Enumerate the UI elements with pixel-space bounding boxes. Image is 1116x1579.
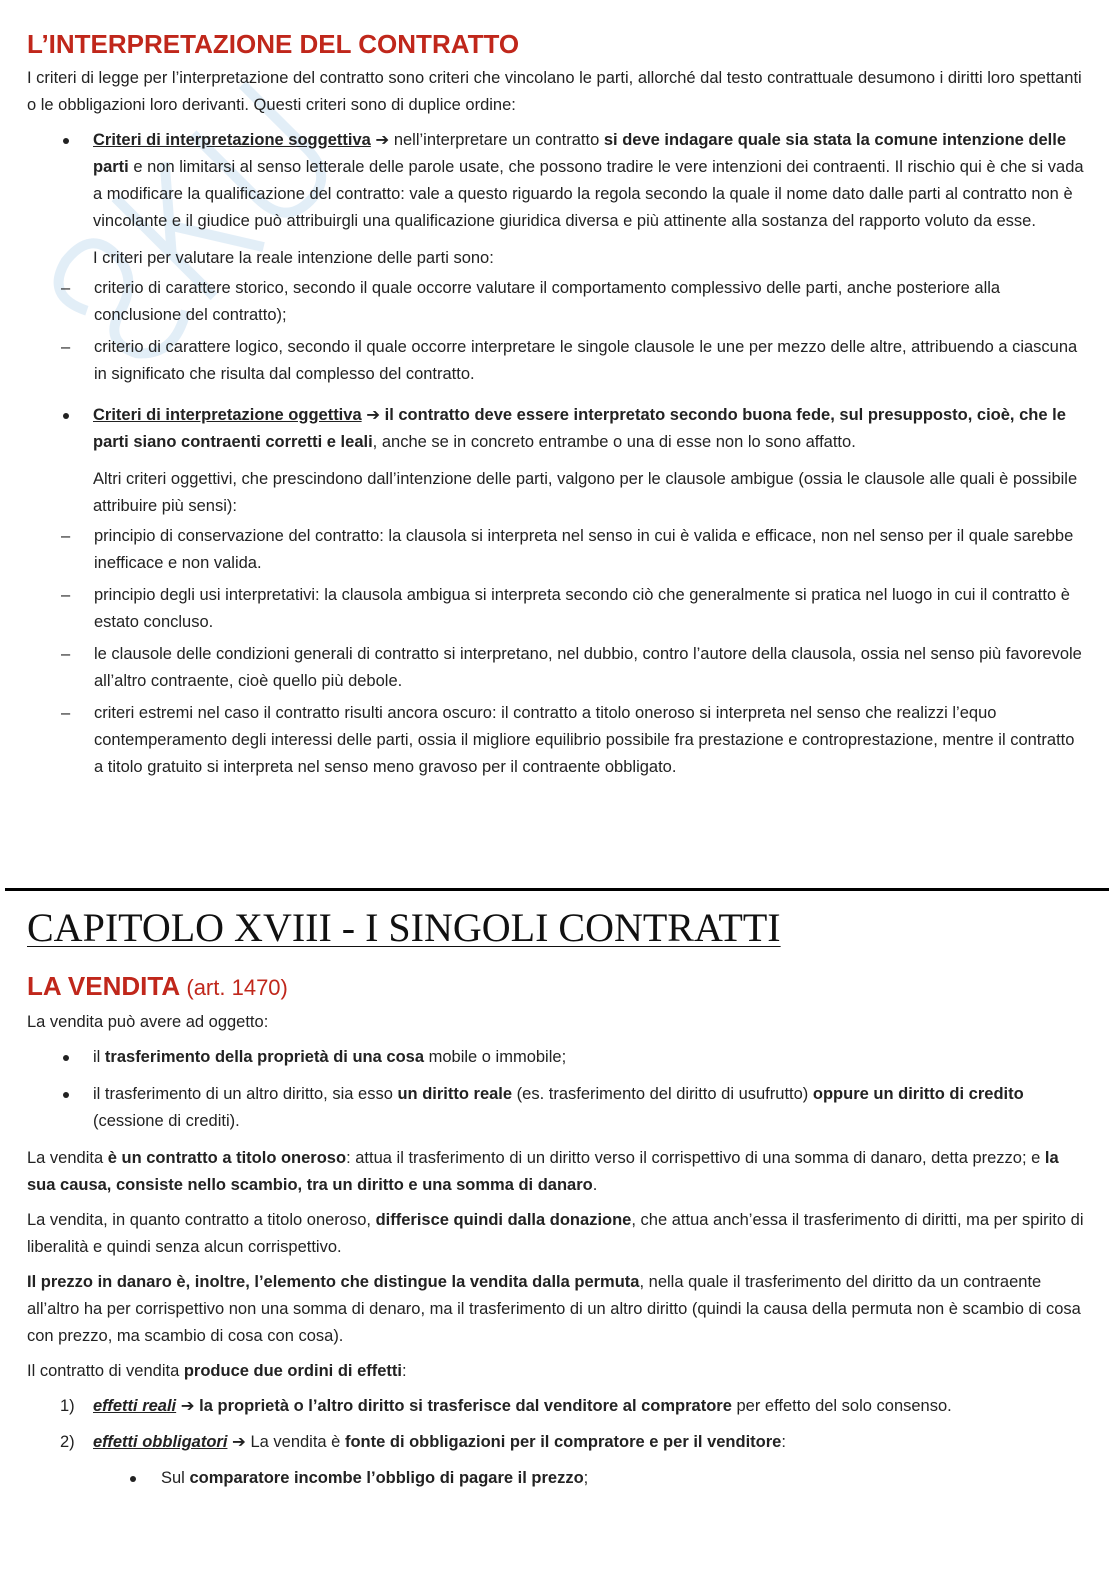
effetti-list bbox=[27, 1393, 1085, 1456]
page-section-2 bbox=[27, 968, 1085, 1496]
section-title-vendita: LA VENDITA (art. 1470) bbox=[27, 971, 288, 1001]
list-item: – principio degli usi interpretativi: la clausola ambigua si interpreta secondo ciò che generalmente si pratica nel luogo in cui il contratto è estato concluso. bbox=[27, 582, 1085, 636]
sogg-criteria-list bbox=[27, 275, 1085, 388]
ogg-sub-intro: Altri criteri oggettivi, che prescindono dall’intenzione delle parti, valgono per le clausole ambigue (ossia le clausole alle quali è possibile attribuire più sensi): bbox=[93, 470, 1078, 515]
vendita-object-list bbox=[27, 1044, 1085, 1135]
criteria-list bbox=[27, 127, 1085, 235]
list-item: – criteri estremi nel caso il contratto risulti ancora oscuro: il contratto a titolo oneroso si interpreta nel senso che realizzi l’equo contemperamento degli interessi delle parti, ossia il migliore equilibrio possibile fra prestazione e controprestazione, mentre il contratto a titolo gratuito si interpreta nel senso meno gravoso per il contraente obbligato. bbox=[27, 700, 1085, 781]
list-item: – le clausole delle condizioni generali di contratto si interpretano, nel dubbio, contro l’autore della clausola, ossia nel senso più favorevole all’altro contraente, cioè quello più debole. bbox=[27, 641, 1085, 695]
arrow-icon: ➔ bbox=[375, 131, 390, 149]
list-item: Criteri di interpretazione oggettiva ➔ il contratto deve essere interpretato secondo buona fede, sul presupposto, cioè, che le parti siano contraenti corretti e leali, anche se in concreto entrambe o una di esse non lo sono affatto. bbox=[27, 402, 1085, 456]
section-title-interpretazione: L’INTERPRETAZIONE DEL CONTRATTO bbox=[27, 29, 520, 59]
criterio-soggettivo-heading: Criteri di interpretazione soggettiva bbox=[93, 131, 371, 149]
arrow-icon: ➔ bbox=[180, 1397, 195, 1415]
effetti-reali-heading: effetti reali bbox=[93, 1397, 177, 1415]
list-item: Sul comparatore incombe l’obbligo di pagare il prezzo; bbox=[27, 1465, 1085, 1492]
page-section-1 bbox=[27, 26, 1085, 787]
horizontal-divider bbox=[5, 888, 1109, 891]
list-item: – criterio di carattere logico, secondo il quale occorre interpretare le singole clausole le une per mezzo delle altre, attribuendo a ciascuna in significato che risulta dal complesso del contratto. bbox=[27, 334, 1085, 388]
arrow-icon: ➔ bbox=[232, 1433, 246, 1451]
list-item: il trasferimento della proprietà di una cosa mobile o immobile; bbox=[27, 1044, 1085, 1071]
paragraph-titolo-oneroso: La vendita è un contratto a titolo oneroso: attua il trasferimento di un diritto verso il corrispettivo di una somma di danaro, detta prezzo; e la sua causa, consiste nello scambio, tra un diritto e una somma di danaro. bbox=[27, 1149, 1059, 1194]
list-item: 2) effetti obbligatori ➔ La vendita è fonte di obbligazioni per il compratore e per il venditore: bbox=[60, 1433, 786, 1451]
sogg-sub-intro: I criteri per valutare la reale intenzione delle parti sono: bbox=[93, 249, 494, 267]
list-item: – criterio di carattere storico, secondo il quale occorre valutare il comportamento complessivo delle parti, anche posteriore alla conclusione del contratto); bbox=[27, 275, 1085, 329]
list-item: il trasferimento di un altro diritto, sia esso un diritto reale (es. trasferimento del diritto di usufrutto) oppure un diritto di credito (cessione di crediti). bbox=[27, 1081, 1085, 1135]
vendita-intro: La vendita può avere ad oggetto: bbox=[27, 1013, 269, 1031]
criterio-oggettivo-heading: Criteri di interpretazione oggettiva bbox=[93, 406, 362, 424]
list-item: Criteri di interpretazione soggettiva ➔ nell’interpretare un contratto si deve indagare quale sia stata la comune intenzione delle parti e non limitarsi al senso letterale delle parole usate, che possono tradire le vere intenzioni dei contraenti. Il rischio qui è che si vada a modificare la qualificazione del contratto: vale a questo riguardo la regola secondo la quale il nome dato dalle parti al contratto non è vincolante e il giudice può attribuirgli una qualificazione giuridica diversa e più attinente alla sostanza del rapporto voluto da esse. bbox=[27, 127, 1085, 235]
list-item: – principio di conservazione del contratto: la clausola si interpreta nel senso in cui è valida e efficace, non nel senso per il quale sarebbe inefficace e non valida. bbox=[27, 523, 1085, 577]
paragraph-donazione: La vendita, in quanto contratto a titolo oneroso, differisce quindi dalla donazione, che attua anch’essa il trasferimento di diritti, ma per spirito di liberalità e quindi senza alcun corrispettivo. bbox=[27, 1211, 1084, 1256]
paragraph-effetti: Il contratto di vendita produce due ordini di effetti: bbox=[27, 1362, 407, 1380]
effetti-obbligatori-heading: effetti obbligatori bbox=[93, 1433, 228, 1451]
obbligazioni-list bbox=[27, 1465, 1085, 1492]
arrow-icon: ➔ bbox=[366, 406, 381, 424]
intro-paragraph: I criteri di legge per l’interpretazione del contratto sono criteri che vincolano le parti, allorché dal testo contrattuale desumono i diritti loro spettanti o le obbligazioni loro derivanti. Questi criteri sono di duplice ordine: bbox=[27, 69, 1082, 114]
chapter-title: CAPITOLO XVIII - I SINGOLI CONTRATTI bbox=[27, 905, 781, 950]
article-reference: (art. 1470) bbox=[186, 975, 288, 1000]
ogg-criteria-list bbox=[27, 523, 1085, 781]
paragraph-permuta: Il prezzo in danaro è, inoltre, l’elemento che distingue la vendita dalla permuta, nella quale il trasferimento del diritto da un contraente all’altro ha per corrispettivo non una somma di denaro, ma il trasferimento di un altro diritto (quindi la causa della permuta non è scambio di cosa con prezzo, ma scambio di cosa con cosa). bbox=[27, 1273, 1081, 1345]
list-item: 1) effetti reali ➔ la proprietà o l’altro diritto si trasferisce dal venditore al compratore per effetto del solo consenso. bbox=[60, 1397, 952, 1415]
criteria-list-2 bbox=[27, 402, 1085, 456]
